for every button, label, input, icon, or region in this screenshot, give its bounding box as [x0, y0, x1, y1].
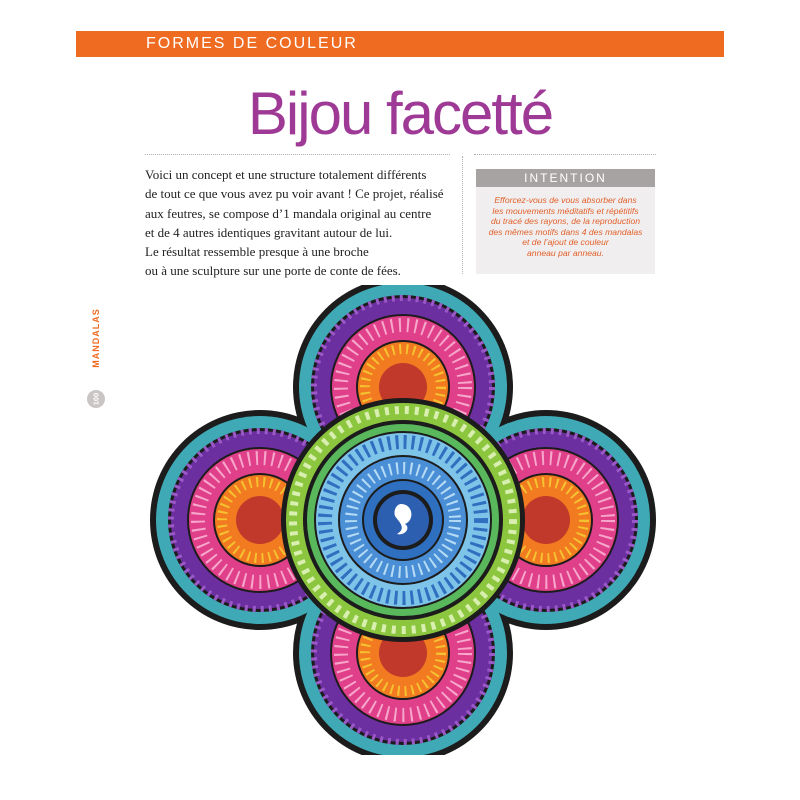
intro-paragraph [145, 165, 445, 281]
page-title: Bijou facetté [247, 80, 553, 147]
page-number: 100 [91, 392, 101, 406]
intention-line: du tracé des rayons, de la reproduction [490, 216, 641, 227]
intention-box [476, 169, 655, 274]
section-banner [76, 31, 724, 57]
intention-line: des mêmes motifs dans 4 des mandalas [488, 226, 643, 237]
page-number-badge [87, 390, 105, 408]
section-banner-label: FORMES DE COULEUR [146, 35, 358, 52]
divider-right [474, 154, 656, 155]
center-mandala [281, 398, 525, 642]
column-divider [462, 156, 463, 274]
intention-line: et de l’ajout de couleur [522, 237, 609, 248]
intention-text [476, 195, 655, 259]
intention-line: les mouvements méditatifs et répétitifs [492, 205, 639, 216]
divider-left [145, 154, 450, 155]
intro-line: de tout ce que vous avez pu voir avant ! Ce projet, réalisé [145, 186, 444, 202]
mandala-illustration [148, 285, 658, 755]
intro-line: et de 4 autres identiques gravitant autour de lui. [145, 224, 393, 240]
intro-line: aux feutres, se compose d’1 mandala original au centre [145, 205, 432, 221]
intro-line: ou à une sculpture sur une porte de conte de fées. [145, 263, 401, 279]
side-section-label: MANDALAS [91, 308, 101, 368]
intention-line: Efforcez-vous de vous absorber dans [494, 195, 637, 205]
intro-line: Voici un concept et une structure totalement différents [145, 167, 427, 182]
intention-line: anneau par anneau. [527, 247, 604, 258]
intention-heading: INTENTION [476, 169, 655, 187]
intro-line: Le résultat ressemble presque à une broche [145, 244, 369, 260]
